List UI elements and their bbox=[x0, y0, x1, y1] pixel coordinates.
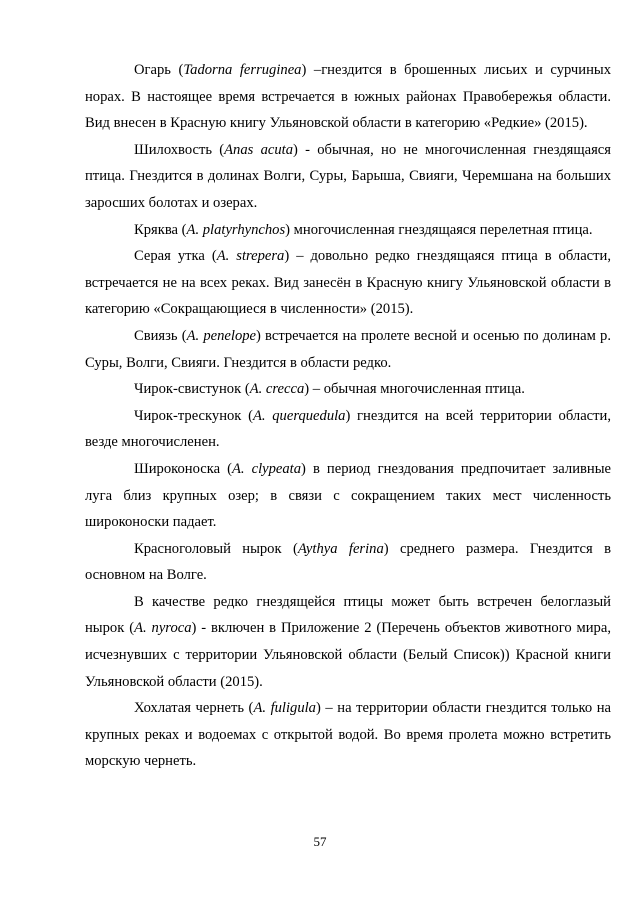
paragraph-text: Кряква ( bbox=[134, 221, 187, 238]
paragraph-text: ) встречается на пролете весной и осенью по долинам р. Суры, Волги, Свияги. Гнездится в области редко. bbox=[85, 327, 612, 371]
paragraph-text: Чирок-свистунок ( bbox=[134, 381, 250, 398]
paragraph-text: ) - включен в Приложение 2 (Перечень объектов животного мира, исчезнувших с территории Ульяновской области (Белый Список)) Красной книги Ульяновской области (2015). bbox=[85, 620, 611, 690]
paragraph-text: ) гнездится на всей территории области, везде многочисленен. bbox=[85, 407, 611, 451]
paragraph-text: Широконоска ( bbox=[134, 460, 232, 477]
species-latin-name: A. querquedula bbox=[252, 407, 346, 424]
species-latin-name: A. nyroca bbox=[134, 620, 192, 637]
paragraph-beloglazyi-nyrok bbox=[85, 589, 611, 695]
page-number: 57 bbox=[313, 834, 327, 849]
paragraph-shilokhvost bbox=[85, 137, 611, 217]
paragraph-text: ) – обычная многочисленная птица. bbox=[304, 381, 525, 398]
paragraph-ogar bbox=[85, 57, 611, 137]
paragraph-text: ) многочисленная гнездящаяся перелетная птица. bbox=[285, 221, 593, 238]
species-latin-name: Tadorna ferruginea bbox=[183, 62, 302, 78]
paragraph-chirok-svistunok bbox=[85, 376, 611, 403]
paragraph-seraya-utka bbox=[85, 243, 611, 323]
species-latin-name: Anas acuta bbox=[224, 141, 294, 158]
species-latin-name: A. fuligula bbox=[253, 700, 316, 717]
paragraph-text: Хохлатая чернеть ( bbox=[134, 700, 254, 717]
paragraph-text: ) в период гнездования предпочитает заливные луга близ крупных озер; в связи с сокращением таких мест численность широконоски падает. bbox=[85, 460, 611, 531]
paragraph-shirokonoska bbox=[85, 456, 611, 536]
paragraph-text: Красноголовый нырок ( bbox=[134, 540, 298, 557]
species-latin-name: A. crecca bbox=[249, 381, 305, 398]
species-latin-name: A. strepera bbox=[216, 248, 285, 265]
paragraph-kryakva bbox=[85, 217, 611, 244]
species-latin-name: A. platyrhynchos bbox=[186, 221, 286, 238]
paragraph-text: ) – довольно редко гнездящаяся птица в области, встречается не на всех реках. Вид занесён в Красную книгу Ульяновской области в категорию «Сокращающиеся в численности» (2015). bbox=[85, 248, 611, 318]
species-latin-name: A. clypeata bbox=[231, 460, 302, 477]
text-body bbox=[85, 57, 611, 775]
paragraph-text: ) среднего размера. Гнездится в основном на Волге. bbox=[85, 540, 611, 584]
paragraph-text: Свиязь ( bbox=[134, 327, 187, 344]
paragraph-khokhlataya-chernet bbox=[85, 695, 611, 775]
paragraph-krasnogolovyi-nyrok bbox=[85, 536, 611, 589]
paragraph-text: ) - обычная, но не многочисленная гнездящаяся птица. Гнездится в долинах Волги, Суры, Барыша, Свияги, Черемшана на больших заросших болотах и озерах. bbox=[85, 141, 612, 211]
paragraph-text: ) –гнездится в брошенных лисьих и сурчиных норах. В настоящее время встречается в южных районах Правобережья области. Вид внесен в Красную книгу Ульяновской области в категорию «Редкие» (2015). bbox=[85, 62, 611, 132]
species-latin-name: Aythya ferina bbox=[297, 540, 384, 557]
paragraph-sviyaz bbox=[85, 323, 611, 376]
paragraph-chirok-treskunok bbox=[85, 403, 611, 456]
paragraph-text: Серая утка ( bbox=[134, 248, 217, 265]
paragraph-text: Шилохвость ( bbox=[134, 141, 225, 158]
paragraph-text: В качестве редко гнездящейся птицы может быть встречен белоглазый нырок ( bbox=[85, 593, 611, 637]
paragraph-text: Огарь ( bbox=[134, 62, 184, 78]
paragraph-text: Чирок-трескунок ( bbox=[134, 407, 253, 424]
species-latin-name: A. penelope bbox=[186, 327, 257, 344]
paragraph-text: ) – на территории области гнездится только на крупных реках и водоемах с открытой водой. Во время пролета можно встретить морскую чернеть. bbox=[85, 700, 611, 770]
